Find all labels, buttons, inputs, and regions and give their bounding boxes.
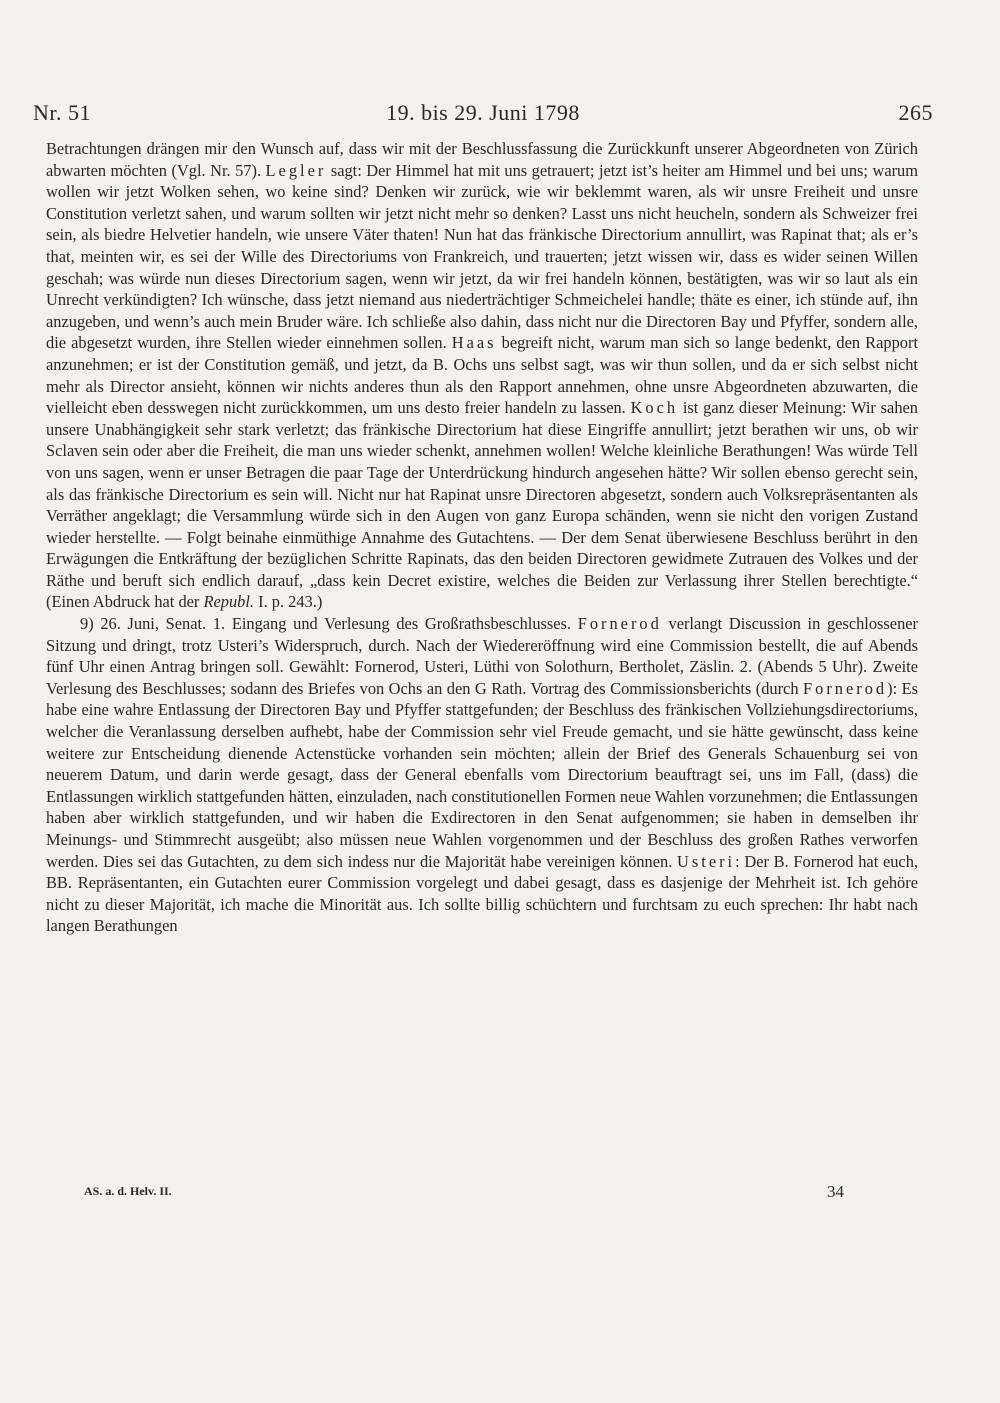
paragraph-1: Betrachtungen drängen mir den Wunsch auf, dass wir mit der Beschlussfassung die Zurückkunft unserer Abgeordneten von Zürich abwarten möchten (Vgl. Nr. 57). Legler sagt: Der Himmel hat mit uns getrauert; jetzt ist’s heiter am Himmel und bei uns; warum wollen wir jetzt Wolken sehen, wo keine sind? Denken wir zurück, wie wir beklemmt waren, als wir unsre Freiheit und unsre Constitution verletzt sahen, und warum sollten wir jetzt nicht mehr so denken? Lasst uns nicht heucheln, sondern als Schweizer frei sein, als biedre Helvetier handeln, wie unsere Väter thaten! Nun hat das fränkische Directorium annullirt, was Rapinat that; als er’s that, meinten wir, es sei der Wille des Directoriums von Frankreich, und trauerten; jetzt wissen wir, dass es wider seinen Willen geschah; was würde nun dieses Directorium sagen, wenn wir jetzt, da wir frei handeln können, bestätigten, was wir so laut als ein Unrecht verkündigten? Ich wünsche, dass jetzt niemand aus niederträchtiger Schmeichelei handle; thäte es einer, ich stünde auf, ihn anzugeben, und wenn’s auch mein Bruder wäre. Ich schließe also dahin, dass nicht nur die Directoren Bay und Pfyffer, sondern alle, die abgesetzt wurden, ihre Stellen wieder einnehmen sollen. Haas begreift nicht, warum man sich so lange bedenkt, den Rapport anzunehmen; er ist der Constitution gemäß, und jetzt, da B. Ochs uns selbst sagt, was wir thun sollen, und da er sich selbst nicht mehr als Director ansieht, können wir nichts anderes thun als den Rapport annehmen, ohne unsre Abgeordneten abzuwarten, die vielleicht eben desswegen nicht zurückkommen, um uns desto freier handeln zu lassen. Koch ist ganz dieser Meinung: Wir sahen unsere Unabhängigkeit sehr stark verletzt; das fränkische Directorium hat diese Eingriffe annullirt; jetzt berathen wir uns, ob wir Sclaven sein oder aber die Freiheit, die man uns wieder schenkt, annehmen wollen! Welche kleinliche Berathungen! Was würde Tell von uns sagen, wenn er unser Betragen die paar Tage der Unterdrückung hindurch angesehen hätte? Wir sollen ebenso gerecht sein, als das fränkische Directorium es sein will. Nicht nur hat Rapinat unsre Directoren abgesetzt, sondern auch Volksrepräsentanten als Verräther angeklagt; die Versammlung würde sich in den Augen von ganz Europa schänden, wenn sie nicht den vorigen Zustand wieder herstellte. — Folgt beinahe einmüthige Annahme des Gutachtens. — Der dem Senat überwiesene Beschluss berührt in den Erwägungen die Entkräftung der bezüglichen Schritte Rapinats, das den beiden Directoren gewidmete Zutrauen des Volkes und der Räthe und beruft sich endlich darauf, „dass kein Decret existire, welches die Beiden zur Verlassung ihrer Stellen berechtigte.“ (Einen Abdruck hat der Republ. I. p. 243.) (46, 139, 918, 612)
date-range: 19. bis 29. Juni 1798 (386, 100, 580, 125)
speaker-name: Usteri (677, 851, 736, 871)
speaker-name: Legler (265, 160, 327, 180)
body-text (46, 138, 918, 937)
publication-title: Republ. (203, 592, 255, 612)
speaker-name: Haas (451, 333, 497, 353)
page-footer (84, 1182, 844, 1206)
sheet-number: 34 (827, 1182, 844, 1201)
speaker-name: Fornerod (803, 678, 888, 698)
document-number: Nr. 51 (33, 100, 91, 125)
signature-mark: AS. a. d. Helv. II. (84, 1184, 172, 1198)
speaker-name: Koch (630, 398, 679, 418)
page-number: 265 (898, 100, 933, 125)
page-header (33, 100, 933, 130)
speaker-name: Fornerod (577, 614, 662, 634)
paragraph-2: 9) 26. Juni, Senat. 1. Eingang und Verlesung des Großrathsbeschlusses. Fornerod verlangt Discussion in geschlossener Sitzung und dringt, trotz Usteri’s Widerspruch, durch. Nach der Wiedereröffnung wird eine Commission bestellt, die auf Abends fünf Uhr einen Antrag bringen soll. Gewählt: Fornerod, Usteri, Lüthi von Solothurn, Bertholet, Zäslin. 2. (Abends 5 Uhr). Zweite Verlesung des Beschlusses; sodann des Briefes von Ochs an den G Rath. Vortrag des Commissionsberichts (durch Fornerod): Es habe eine wahre Entlassung der Directoren Bay und Pfyffer stattgefunden; der Beschluss des fränkischen Vollziehungsdirectoriums, welcher die Veranlassung derselben aufhebt, habe der Commission sehr viel Freude gemacht, und sie hätte gewünscht, dass keine weitere zur Entscheidung dienende Actenstücke vorhanden sein möchten; allein der Brief des Generals Schauenburg sei von neuerem Datum, und darin werde gesagt, dass der General ebenfalls vom Directorium beauftragt sei, uns im Fall, (dass) die Entlassungen wirklich stattgefunden hätten, einzuladen, nach constitutionellen Formen neue Wahlen vorzunehmen; die Entlassungen haben aber wirklich stattgefunden, und wir haben die Exdirectoren in den Senat aufgenommen; sie haben in demselben ihr Meinungs- und Stimmrecht ausgeübt; also müssen neue Wahlen vorgenommen und der Beschluss des großen Rathes verworfen werden. Dies sei das Gutachten, zu dem sich indess nur die Majorität habe vereinigen können. Usteri: Der B. Fornerod hat euch, BB. Repräsentanten, ein Gutachten eurer Commission vorgelegt und dabei gesagt, dass es dasjenige der Mehrheit ist. Ich gehöre nicht zu dieser Majorität, ich mache die Minorität aus. Ich sollte billig schüchtern und furchtsam zu euch sprechen: Ihr habt nach langen Berathungen (46, 614, 918, 936)
